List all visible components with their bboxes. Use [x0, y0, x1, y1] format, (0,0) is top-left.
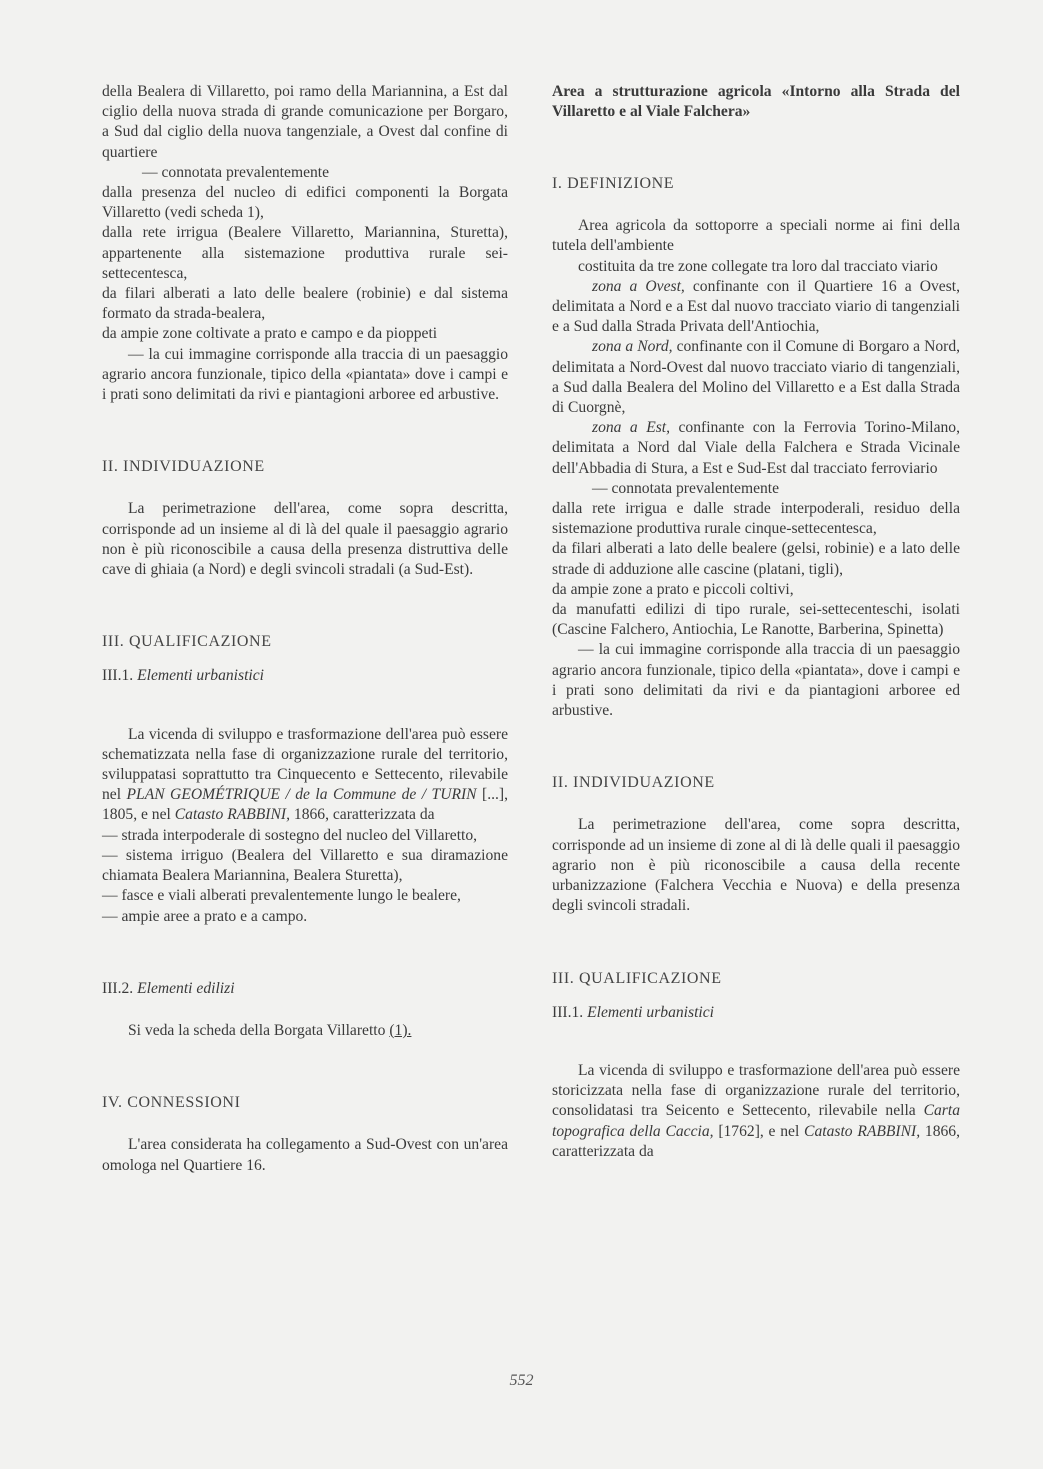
edilizi-text: [102, 1021, 508, 1041]
list-item: da ampie zone a prato e piccoli coltivi,: [552, 580, 794, 598]
subsection-label: Elementi urbanistici: [587, 1003, 714, 1021]
zone-label: zona a Est,: [592, 419, 671, 437]
intro-line: dalla rete irrigua (Bealere Villaretto, Mariannina, Sturetta), appartenente alla sistemazione produttiva rurale sei-settecentesca,: [102, 224, 508, 282]
zone-nord: [552, 337, 960, 418]
list-item: da filari alberati a lato delle bealere (gelsi, robinie) e a lato delle strade di adduzione alle cascine (platani, tigli),: [552, 540, 960, 578]
list-item: — sistema irriguo (Bealera del Villaretto e sua diramazione chiamata Bealera Mariannina, Bealera Sturetta),: [102, 846, 508, 885]
list-item: — la cui immagine corrisponde alla traccia di un paesaggio agrario ancora funzionale, tipico della «piantata», dove i campi e i prati sono delimitati da rivi e da piantagioni arboree ed arbustive.: [552, 641, 960, 720]
text-run: La vicenda di sviluppo e trasformazione dell'area può essere schematizzata nella fase di organizzazione rurale del territorio, sviluppatasi soprattutto tra Cinquecento e Settecento, rilevabile nel: [102, 725, 508, 804]
subsection-number: III.1.: [102, 667, 134, 685]
zone-label: zona a Nord,: [592, 338, 673, 356]
list-item: dalla rete irrigua e dalle strade interpoderali, residuo della sistemazione produttiva rurale cinque-settecentesca,: [552, 500, 960, 538]
text-run: [1762], e nel: [718, 1122, 800, 1140]
text-run: 1866, caratterizzata da: [293, 806, 435, 824]
list-item: — fasce e viali alberati prevalentemente lungo le bealere,: [102, 887, 461, 905]
subsection-number: III.1.: [552, 1003, 584, 1021]
subsection-title-urbanistici: [552, 1003, 960, 1023]
urbanistici-paragraph: [552, 1061, 960, 1162]
section-title-individuazione: II. INDIVIDUAZIONE: [552, 774, 715, 792]
source-title: Catasto RABBINI,: [804, 1122, 921, 1140]
text-run: [...], 1805, e nel: [102, 786, 508, 824]
zone-text: confinante con la Ferrovia Torino-Milano, delimitata a Nord dal Viale della Falchera e Strada Vicinale dell'Abbadia di Stura, a Est e Sud-Est dal tracciato ferroviario: [552, 419, 960, 477]
left-column: [102, 82, 508, 1176]
zone-label: zona a Ovest,: [592, 277, 685, 295]
intro-line: — connotata prevalentemente: [142, 163, 330, 181]
subsection-number: III.2.: [102, 979, 134, 997]
list-item: — ampie aree a prato e a campo.: [102, 907, 308, 925]
source-title: Carta topografica della Caccia,: [552, 1102, 960, 1140]
urbanistici-paragraph: [102, 725, 508, 826]
section-title-connessioni: IV. CONNESSIONI: [102, 1094, 241, 1112]
text-run: Si veda la scheda della Borgata Villaretto: [128, 1021, 386, 1039]
subsection-title-edilizi: [102, 979, 508, 999]
individuazione-text: La perimetrazione dell'area, come sopra descritta, corrisponde ad un insieme al di là del quale il paesaggio agrario non è più riconoscibile a causa della presenza distruttiva delle cave di ghiaia (a Nord) e degli svincoli stradali (a Sud-Est).: [102, 500, 508, 579]
source-title: Catasto RABBINI,: [174, 806, 290, 824]
area-title: Area a strutturazione agricola «Intorno alla Strada del Villaretto e al Viale Falchera»: [552, 83, 960, 120]
zone-est: [552, 418, 960, 479]
list-item: — strada interpoderale di sostegno del nucleo del Villaretto,: [102, 826, 478, 844]
definizione-text: costituita da tre zone collegate tra loro dal tracciato viario: [578, 257, 938, 275]
section-title-qualificazione: III. QUALIFICAZIONE: [102, 633, 272, 651]
page-number: 552: [509, 1372, 534, 1389]
intro-line: dalla presenza del nucleo di edifici componenti la Borgata Villaretto (vedi scheda 1),: [102, 184, 508, 222]
scheda-reference: (1).: [389, 1021, 412, 1039]
intro-paragraph: della Bealera di Villaretto, poi ramo della Mariannina, a Est dal ciglio della nuova strada di grande comunicazione per Borgaro, a Sud dal ciglio della nuova tangenziale, a Ovest dal confine di quartiere: [102, 83, 508, 161]
text-run: La vicenda di sviluppo e trasformazione dell'area può essere storicizzata nella fase di organizzazione rurale del territorio, consolidatasi tra Seicento e Settecento, rilevabile nella: [552, 1061, 960, 1120]
list-item: — connotata prevalentemente: [592, 479, 780, 497]
subsection-label: Elementi edilizi: [137, 979, 235, 997]
individuazione-text: La perimetrazione dell'area, come sopra descritta, corrisponde ad un insieme di zone al di là delle quali il paesaggio agrario non è più riconoscibile a causa della recente urbanizzazione (Falchera Vecchia e Nuova) e della presenza degli svincoli stradali.: [552, 816, 960, 915]
list-item: da manufatti edilizi di tipo rurale, sei-settecenteschi, isolati (Cascine Falchero, Antiochia, Le Ranotte, Barberina, Spinetta): [552, 601, 960, 639]
zone-text: confinante con il Quartiere 16 a Ovest, delimitata a Nord e a Est dal nuovo tracciato viario di tangenziali e a Sud dalla Strada Privata dell'Antiochia,: [552, 277, 960, 336]
connessioni-text: L'area considerata ha collegamento a Sud-Ovest con un'area omologa nel Quartiere 16.: [102, 1136, 508, 1174]
intro-line: da filari alberati a lato delle bealere (robinie) e dal sistema formato da strada-bealera,: [102, 285, 508, 323]
source-title: PLAN GEOMÉTRIQUE / de la Commune de / TURIN: [126, 786, 477, 804]
section-title-individuazione: II. INDIVIDUAZIONE: [102, 458, 265, 476]
zone-text: confinante con il Comune di Borgaro a Nord, delimitata a Nord-Ovest dal nuovo tracciato viario di tangenziali, a Sud dalla Bealera del Molino del Villaretto e a Est dalla Strada di Cuorgnè,: [552, 338, 961, 417]
subsection-label: Elementi urbanistici: [137, 667, 264, 685]
right-column: [552, 82, 960, 1162]
intro-line: — la cui immagine corrisponde alla traccia di un paesaggio agrario ancora funzionale, tipico della «piantata» dove i campi e i prati sono delimitati da rivi e piantagioni arboree ed arbustive.: [102, 345, 508, 404]
intro-line: da ampie zone coltivate a prato e campo e da pioppeti: [102, 325, 438, 343]
subsection-title-urbanistici: [102, 666, 508, 686]
definizione-text: Area agricola da sottoporre a speciali norme ai fini della tutela dell'ambiente: [552, 217, 960, 255]
text-run: 1866, caratterizzata da: [552, 1122, 960, 1160]
zone-ovest: [552, 277, 960, 338]
section-title-qualificazione: III. QUALIFICAZIONE: [552, 969, 722, 987]
section-title-definizione: I. DEFINIZIONE: [552, 175, 675, 192]
